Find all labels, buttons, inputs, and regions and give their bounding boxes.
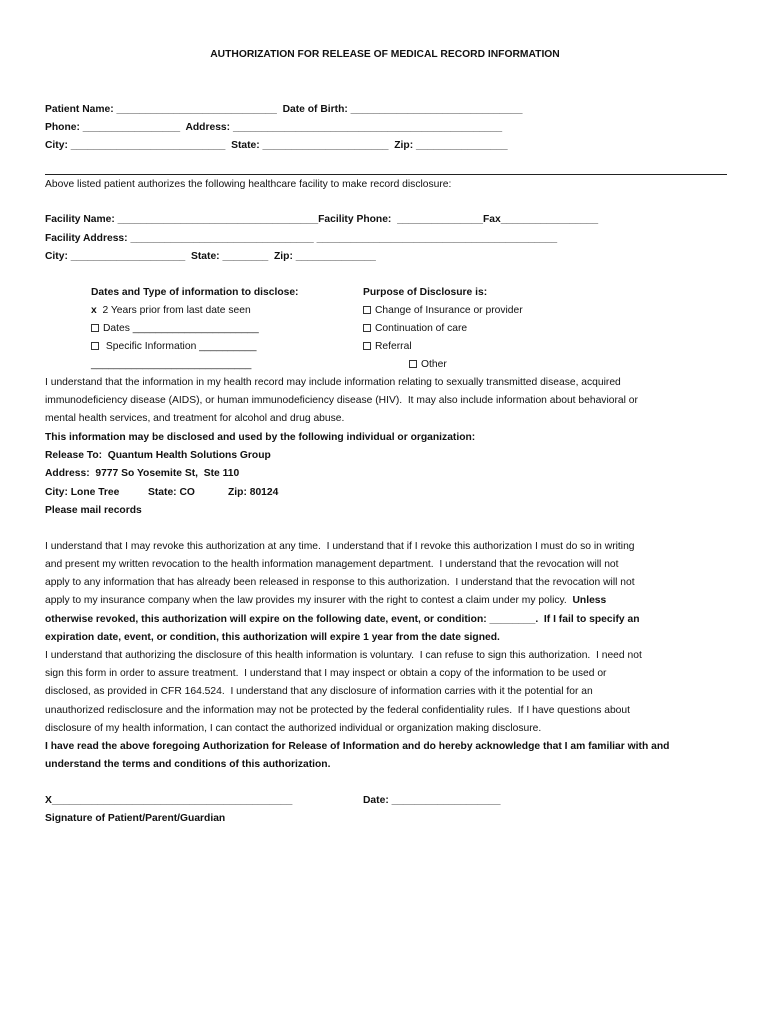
checkbox-icon[interactable] — [363, 342, 371, 350]
purpose-option-other[interactable] — [409, 359, 447, 371]
purpose-option-label: Referral — [375, 341, 412, 352]
acknowledge-line-2: understand the terms and conditions of this authorization. — [45, 759, 331, 770]
date-line[interactable]: Date: ___________________ — [363, 795, 501, 806]
disclose-option-dates-label: Dates ______________________ — [103, 323, 259, 334]
release-heading: This information may be disclosed and used by the following individual or organization: — [45, 432, 476, 443]
disclose-option-specific[interactable] — [91, 341, 256, 353]
voluntary-line-2: sign this form in order to assure treatment. I understand that I may inspect or obtain a copy of the information to be used or — [45, 668, 607, 679]
revoke-expire-line[interactable]: otherwise revoked, this authorization will expire on the following date, event, or condition: ________. If I fail to specify an — [45, 614, 640, 625]
signature-line[interactable]: X__________________________________________ — [45, 795, 293, 806]
disclose-option-2-years-label: 2 Years prior from last date seen — [102, 305, 251, 316]
voluntary-line-5: disclosure of my health information, I can contact the authorized individual or organization making disclosure. — [45, 723, 542, 734]
revoke-line-4 — [45, 595, 606, 607]
patient-name-dob-line[interactable]: Patient Name: ____________________________ Date of Birth: ______________________________ — [45, 104, 523, 115]
disclose-option-specific-label: Specific Information __________ — [105, 341, 257, 352]
revoke-line-3: apply to any information that has already been released in response to this authorization. I understand that the revocation will not — [45, 577, 635, 588]
facility-city-state-zip-line[interactable]: City: ____________________ State: ________ Zip: ______________ — [45, 251, 376, 262]
purpose-option-label: Continuation of care — [375, 323, 468, 334]
facility-name-phone-fax-line[interactable]: Facility Name: ___________________________________Facility Phone: _______________Fax_________________ — [45, 214, 599, 225]
release-zip: Zip: 80124 — [228, 487, 279, 498]
divider — [45, 174, 727, 175]
revoke-line-4-text: apply to my insurance company when the law provides my insurer with the right to contest a claim under my policy. — [45, 595, 573, 606]
purpose-option-label: Other — [421, 359, 447, 370]
revoke-line-4-bold: Unless — [572, 595, 607, 606]
disclose-extra-blank[interactable]: ____________________________ — [91, 359, 252, 370]
voluntary-line-1: I understand that authorizing the disclosure of this health information is voluntary. I can refuse to sign this authorization. I need not — [45, 650, 642, 661]
revoke-line-1: I understand that I may revoke this authorization at any time. I understand that if I revoke this authorization I must do so in writing — [45, 541, 635, 552]
checkbox-icon[interactable] — [91, 324, 99, 332]
patient-city-state-zip-line[interactable]: City: ___________________________ State: ______________________ Zip: ________________ — [45, 140, 508, 151]
acknowledge-line-1: I have read the above foregoing Authorization for Release of Information and do hereby acknowledge that I am familiar with and — [45, 741, 670, 752]
understand-line-1: I understand that the information in my health record may include information relating to sexually transmitted disease, acquired — [45, 377, 621, 388]
intro-text: Above listed patient authorizes the following healthcare facility to make record disclosure: — [45, 179, 452, 190]
revoke-expire-default: expiration date, event, or condition, this authorization will expire 1 year from the date signed. — [45, 632, 500, 643]
purpose-option-referral[interactable] — [363, 341, 412, 353]
disclose-option-dates[interactable] — [91, 323, 259, 335]
purpose-heading: Purpose of Disclosure is: — [363, 287, 488, 298]
voluntary-line-4: unauthorized redisclosure and the information may not be protected by the federal confidentiality rules. If I have questions about — [45, 705, 630, 716]
facility-address-line[interactable]: Facility Address: ________________________________ __________________________________________ — [45, 233, 558, 244]
form-title: AUTHORIZATION FOR RELEASE OF MEDICAL RECORD INFORMATION — [210, 49, 560, 60]
understand-line-3: mental health services, and treatment for alcohol and drug abuse. — [45, 413, 345, 424]
revoke-line-2: and present my written revocation to the health information management department. I understand that the revocation will not — [45, 559, 619, 570]
purpose-option-label: Change of Insurance or provider — [375, 305, 523, 316]
checkbox-icon[interactable] — [91, 342, 99, 350]
release-state: State: CO — [148, 487, 195, 498]
understand-line-2: immunodeficiency disease (AIDS), or human immunodeficiency disease (HIV). It may also include information about behavioral or — [45, 395, 638, 406]
mail-records: Please mail records — [45, 505, 142, 516]
disclose-heading: Dates and Type of information to disclose: — [91, 287, 299, 298]
checkbox-icon[interactable] — [363, 306, 371, 314]
release-to: Release To: Quantum Health Solutions Group — [45, 450, 271, 461]
release-address: Address: 9777 So Yosemite St, Ste 110 — [45, 468, 240, 479]
release-city: City: Lone Tree — [45, 487, 120, 498]
checkbox-icon[interactable] — [363, 324, 371, 332]
voluntary-line-3: disclosed, as provided in CFR 164.524. I understand that any disclosure of information carries with it the potential for an — [45, 686, 593, 697]
checked-mark: x — [91, 305, 97, 316]
purpose-option-change[interactable] — [363, 305, 523, 317]
checkbox-icon[interactable] — [409, 360, 417, 368]
patient-phone-address-line[interactable]: Phone: _________________ Address: _______________________________________________ — [45, 122, 503, 133]
disclose-option-2-years[interactable] — [91, 305, 251, 317]
purpose-option-continuation[interactable] — [363, 323, 467, 335]
signature-label: Signature of Patient/Parent/Guardian — [45, 813, 226, 824]
